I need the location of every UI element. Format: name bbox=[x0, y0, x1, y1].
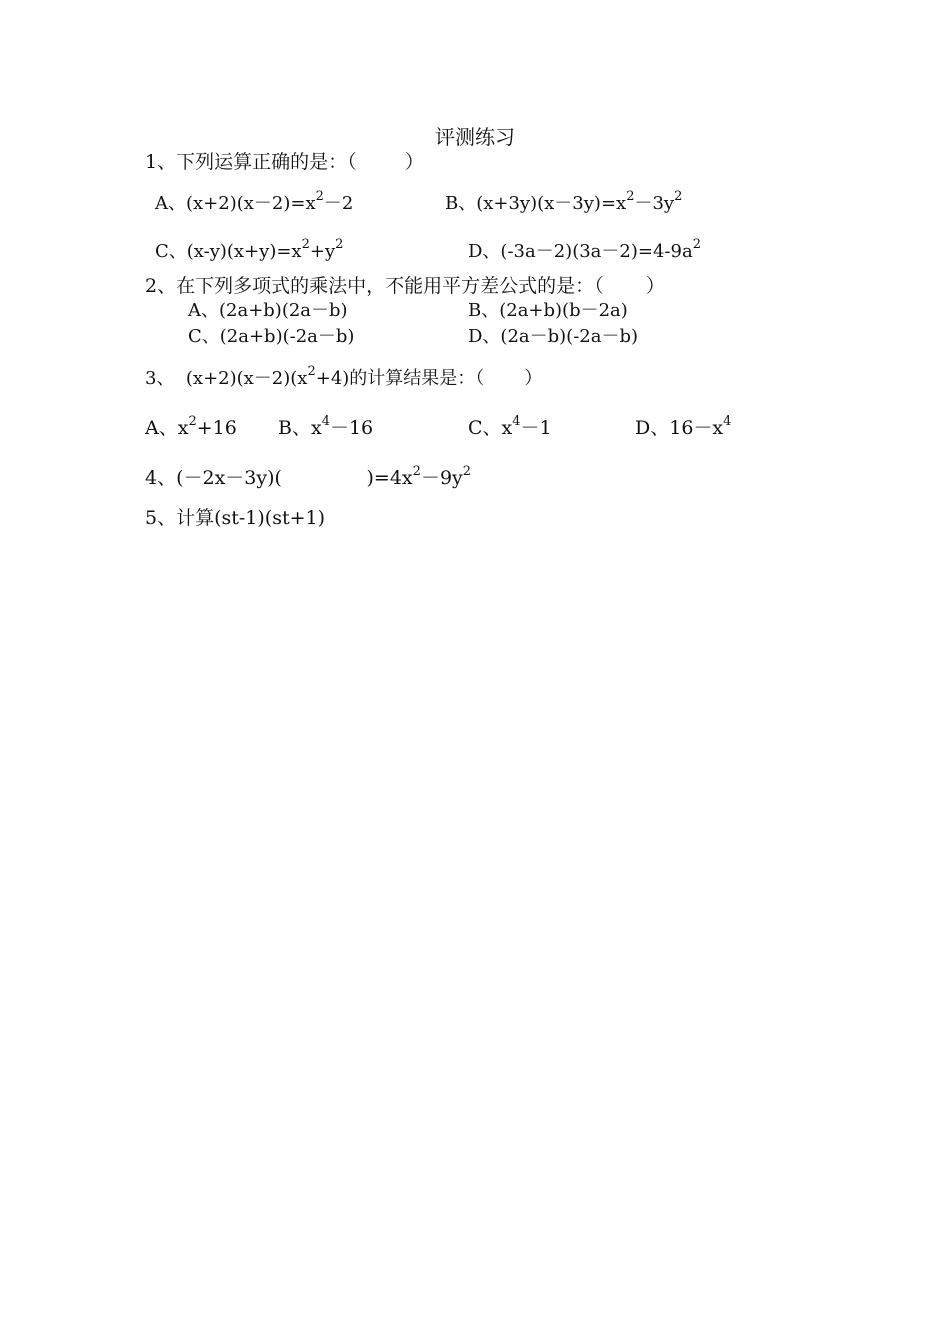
stem-text: 3、 (x+2)(x－2)(x bbox=[145, 368, 308, 389]
question-3-option-c bbox=[468, 413, 552, 440]
option-text: D、16－x bbox=[635, 417, 724, 439]
option-text: －2 bbox=[323, 193, 354, 214]
option-text: B、x bbox=[278, 417, 322, 439]
option-text: B、(x+3y)(x－3y)=x bbox=[445, 193, 627, 214]
question-text: 4、(－2x－3y)( )=4x bbox=[145, 467, 413, 489]
question-1-option-a bbox=[155, 189, 354, 216]
exponent: 2 bbox=[315, 189, 324, 204]
option-text: C、x bbox=[468, 417, 513, 439]
exponent: 2 bbox=[674, 189, 683, 204]
exponent: 2 bbox=[412, 463, 421, 479]
option-text: +16 bbox=[196, 417, 237, 439]
option-text: A、(x+2)(x－2)=x bbox=[155, 193, 316, 214]
exponent: 2 bbox=[188, 413, 197, 429]
option-text: D、(-3a－2)(3a－2)=4-9a bbox=[468, 241, 693, 262]
exponent: 2 bbox=[335, 237, 344, 252]
option-text: －16 bbox=[329, 417, 374, 439]
option-text: －1 bbox=[520, 417, 552, 439]
question-1-stem: 1、下列运算正确的是：（ ） bbox=[145, 151, 424, 173]
exponent: 2 bbox=[692, 237, 701, 252]
exponent: 4 bbox=[512, 413, 521, 429]
question-1-option-d bbox=[468, 237, 701, 264]
exponent: 2 bbox=[307, 364, 316, 379]
option-text: A、x bbox=[145, 417, 189, 439]
exponent: 2 bbox=[462, 463, 472, 479]
option-text: －3y bbox=[634, 193, 675, 214]
question-4 bbox=[145, 463, 472, 490]
question-1-option-c bbox=[155, 237, 344, 264]
question-2-stem: 2、在下列多项式的乘法中，不能用平方差公式的是：（ ） bbox=[145, 275, 665, 297]
exponent: 4 bbox=[321, 413, 330, 429]
question-3-option-b bbox=[278, 413, 374, 440]
question-2-option-c: C、(2a+b)(-2a－b) bbox=[188, 326, 355, 347]
option-text: +y bbox=[309, 241, 336, 262]
question-2-option-a: A、(2a+b)(2a－b) bbox=[188, 300, 348, 321]
question-3-option-a bbox=[145, 413, 237, 440]
question-2-option-b: B、(2a+b)(b－2a) bbox=[468, 300, 628, 321]
option-text: C、(x-y)(x+y)=x bbox=[155, 241, 302, 262]
stem-text: +4)的计算结果是：（ ） bbox=[315, 368, 543, 389]
question-3-option-d bbox=[635, 413, 732, 440]
question-3-stem bbox=[145, 364, 543, 391]
exponent: 2 bbox=[626, 189, 635, 204]
question-text: －9y bbox=[420, 467, 463, 489]
question-5: 5、计算(st-1)(st+1) bbox=[145, 507, 326, 529]
exponent: 4 bbox=[723, 413, 732, 429]
page-title: 评测练习 bbox=[435, 125, 515, 149]
exponent: 2 bbox=[301, 237, 310, 252]
question-2-option-d: D、(2a－b)(-2a－b) bbox=[468, 326, 639, 347]
question-1-option-b bbox=[445, 189, 683, 216]
